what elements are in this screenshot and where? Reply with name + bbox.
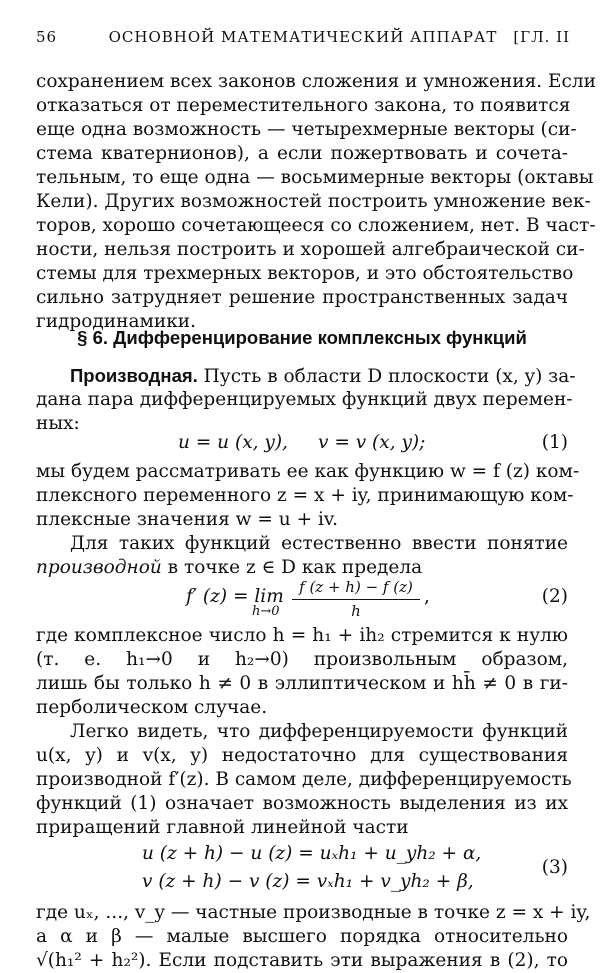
text-line: торов, хорошо сочетающееся со сложением, нет. В част- xyxy=(36,215,596,236)
chapter-label: [ГЛ. II xyxy=(513,28,570,46)
text-line: а α и β — малые высшего порядка относительно xyxy=(36,926,568,947)
text-line: лишь бы только h ≠ 0 в эллиптическом и hh̄ ≠ 0 в ги- xyxy=(36,673,568,694)
page-header xyxy=(36,28,570,50)
text-line: где uₓ, ..., v_y — частные производные в точке z = x + iy, xyxy=(36,902,591,923)
equation-number: (2) xyxy=(541,586,568,607)
text-line: дана пара дифференцируемых функций двух перемен- xyxy=(36,389,573,410)
running-title: ОСНОВНОЙ МАТЕМАТИЧЕСКИЙ АППАРАТ xyxy=(108,28,498,46)
text-line: Кели). Других возможностей построить умножение век- xyxy=(36,191,591,212)
text-line: (т. е. h₁→0 и h₂→0) произвольным образом, xyxy=(36,649,568,670)
fraction-numerator: f (z + h) − f (z) xyxy=(299,578,413,596)
text-line: Легко видеть, что дифференцируемости функций xyxy=(70,721,568,742)
text-line: плексные значения w = u + iv. xyxy=(36,509,339,530)
text-line: стема кватернионов), а если пожертвовать и сочета- xyxy=(36,143,568,164)
equation-number: (3) xyxy=(541,857,568,878)
text-line: стемы для трехмерных векторов, и это обстоятельство xyxy=(36,263,574,284)
equation-3-line-1: u (z + h) − u (z) = uₓh₁ + u_yh₂ + α, xyxy=(142,843,482,864)
text-fragment: в точке z ∈ D как предела xyxy=(161,557,423,578)
text-line: Для таких функций естественно ввести понятие xyxy=(70,533,568,554)
equation-2-comma: , xyxy=(424,586,430,607)
fraction-denominator: h xyxy=(351,602,361,620)
text-line: сохранением всех законов сложения и умножения. Если xyxy=(36,71,596,92)
equation-2-lhs: f′ (z) = lim xyxy=(186,586,284,607)
text-line: тельным, то еще одна — восьмимерные векторы (октавы xyxy=(36,167,594,188)
fraction-bar xyxy=(292,599,420,600)
text-fragment: Пусть в области D плоскости (x, y) за- xyxy=(197,366,576,387)
text-line: гидродинамики. xyxy=(36,311,196,332)
text-line xyxy=(36,556,568,580)
equation-number: (1) xyxy=(541,432,568,453)
text-line: мы будем рассматривать ее как функцию w = f (z) ком- xyxy=(36,461,580,482)
text-line xyxy=(70,364,576,388)
text-line: √(h₁² + h₂²). Если подставить эти выражения в (2), то xyxy=(36,950,568,971)
italic-term: производной xyxy=(36,557,162,578)
text-line: приращений главной линейной части xyxy=(36,817,409,838)
text-line: перболическом случае. xyxy=(36,697,268,718)
text-line: u(x, y) и v(x, y) недостаточно для существования xyxy=(36,745,568,766)
page-number: 56 xyxy=(36,28,58,46)
text-line: ных: xyxy=(36,413,80,434)
runin-heading: Производная. xyxy=(70,365,198,386)
equation-1-right: v = v (x, y); xyxy=(318,432,426,453)
section-heading: § 6. Дифференцирование комплексных функций xyxy=(77,327,527,348)
text-line: плексного переменного z = x + iy, принимающую ком- xyxy=(36,485,574,506)
text-line: сильно затрудняет решение пространственных задач xyxy=(36,287,568,308)
text-line: где комплексное число h = h₁ + ih₂ стремится к нулю xyxy=(36,625,568,646)
text-line: производной f′(z). В самом деле, дифференцируемость xyxy=(36,769,572,790)
text-line: функций (1) означает возможность выделения из их xyxy=(36,793,568,814)
limit-subscript: h→0 xyxy=(252,604,280,619)
text-line: отказаться от переместительного закона, то появится xyxy=(36,95,571,116)
equation-1-left: u = u (x, y), xyxy=(178,432,288,453)
text-line: еще одна возможность — четырехмерные векторы (си- xyxy=(36,119,577,140)
equation-3-line-2: v (z + h) − v (z) = vₓh₁ + v_yh₂ + β, xyxy=(142,871,474,892)
text-line: ности, нельзя построить и хорошей алгебраической си- xyxy=(36,239,585,260)
